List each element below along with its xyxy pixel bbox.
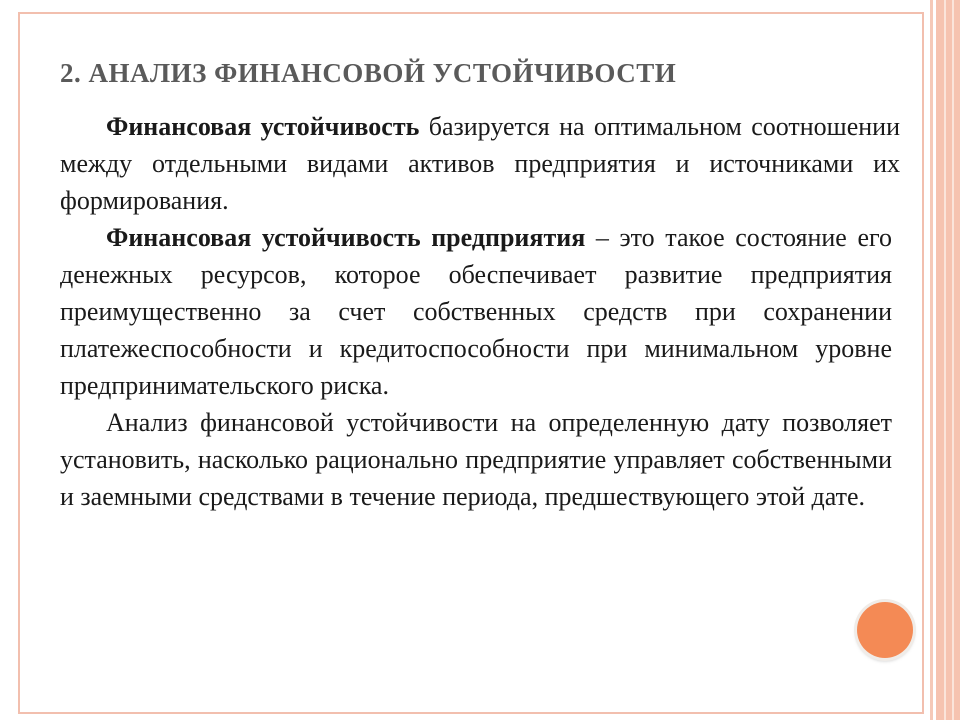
orange-circle-decoration: [857, 602, 913, 658]
paragraph-1-text: базируется на оптимальном соотношении между отдельными видами активов предприятия и источниками их формирования.: [60, 112, 900, 215]
paragraph-3: Анализ финансовой устойчивости на определенную дату позволяет установить, насколько рационально предприятие управляет собственными и заемными средствами в течение периода, предшествующего этой дате.: [60, 408, 892, 511]
decor-stripe-wide: [936, 0, 960, 720]
paragraph-2-text: – это такое состояние его денежных ресурсов, которое обеспечивает развитие предприятия преимущественно за счет собственных средств при сохранении платежеспособности и кредитоспособности при минимальном уровне предпринимательского риска.: [60, 223, 893, 400]
paragraph-2: [60, 219, 892, 404]
decor-stripe: [930, 0, 933, 720]
slide-title: 2. АНАЛИЗ ФИНАНСОВОЙ УСТОЙЧИВОСТИ: [60, 58, 677, 88]
term-enterprise-stability: Финансовая устойчивость предприятия: [106, 223, 586, 252]
decor-stripe-line: [952, 0, 954, 720]
slide-body: [60, 108, 900, 515]
decor-stripe-line: [944, 0, 946, 720]
paragraph-1: [60, 108, 900, 219]
term-financial-stability: Финансовая устойчивость: [106, 112, 420, 141]
